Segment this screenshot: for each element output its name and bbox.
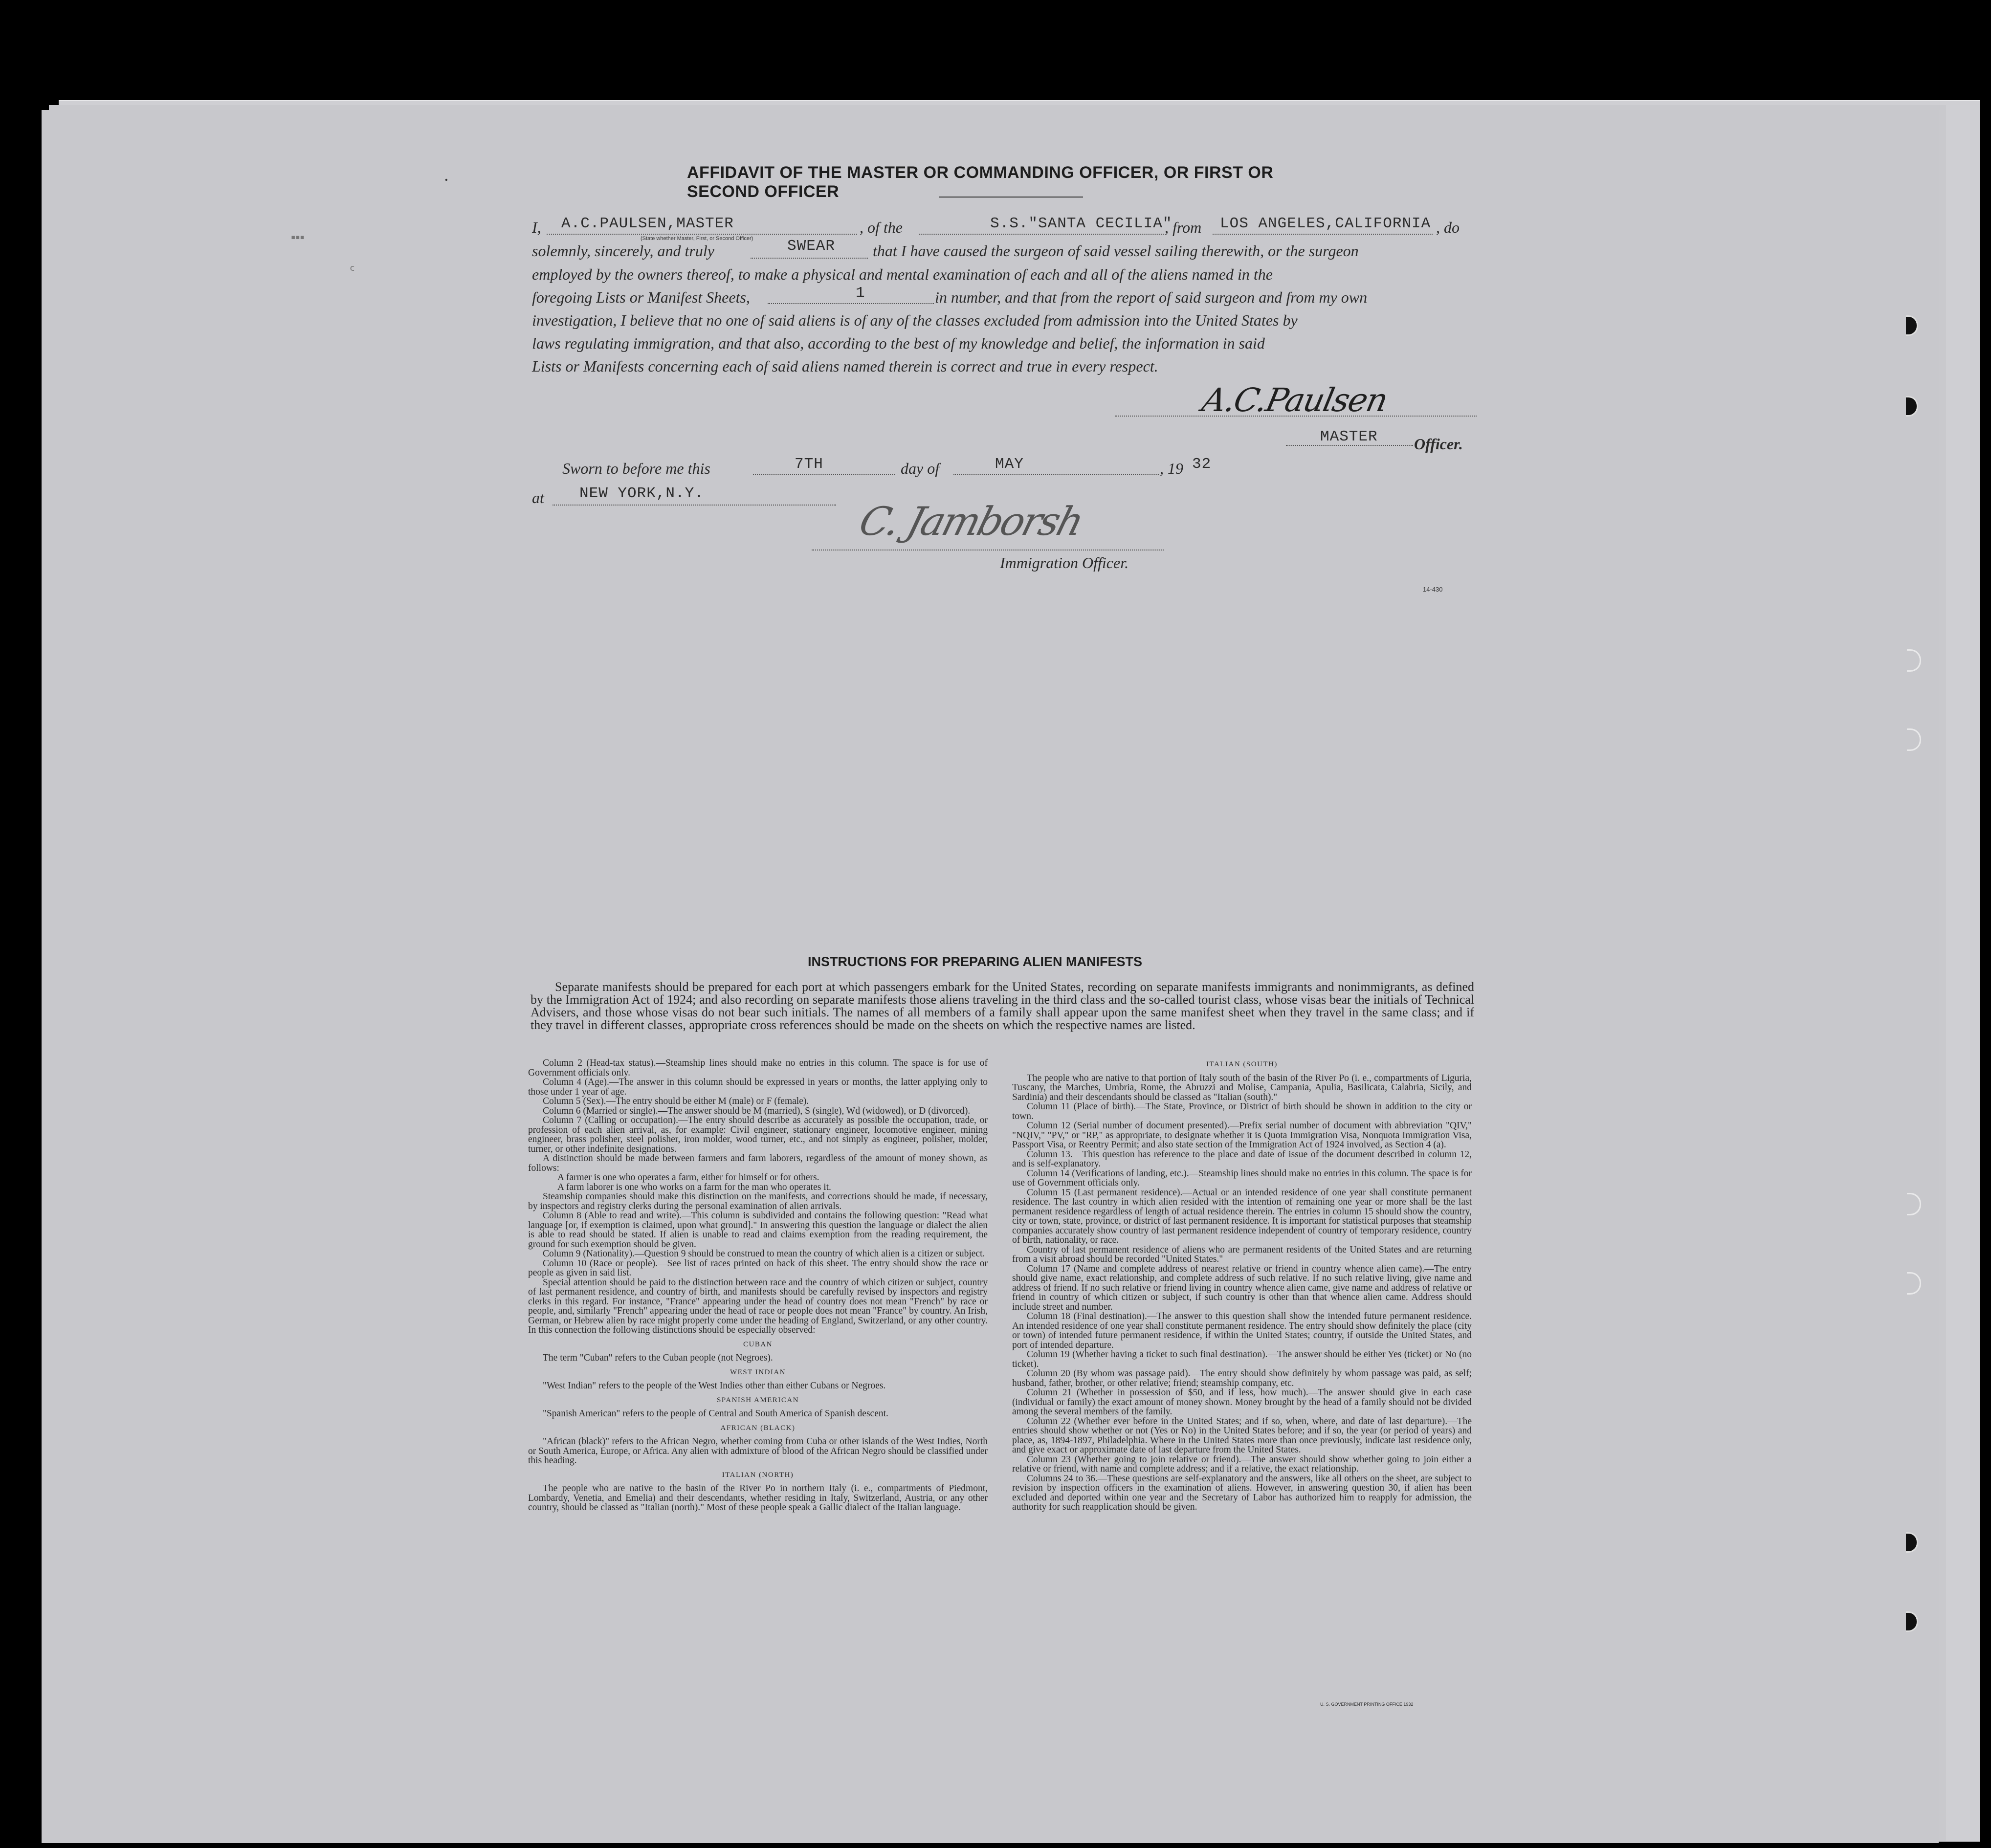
instructions-intro: Separate manifests should be prepared for each port at which passengers embark for the United States, recording on separate manifests immigrants and nonimmigrants, as defined by the Immigration Act of 1924; and also recording on separate manifests those aliens traveling in the third class and the so-called tourist class, whose visas bear the initials of Technical Advisers, and those whose visas do not bear such initials. The names of all members of a family shall appear upon the same manifest sheet when they travel in the same class; and if they travel in different classes, appropriate cross references should be made on the sheets on which the respective names are listed. [531,980,1474,1032]
vessel-underline [919,234,1164,235]
affidavit-line-7: Lists or Manifests concerning each of said aliens named therein is correct and true in every respect. [532,357,1158,375]
do-label: , do [1436,219,1460,236]
instruction-paragraph: The people who are native to that portion of Italy south of the basin of the River Po (i. e., compartments of Liguria, Tuscany, the Marches, Umbria, Rome, the Abruzzi and Molise, Campania, Apulia, Basilicata, Calabria, Sicily, and Sardinia) and their descendants should be classed as "Italian (south)." [1012,1073,1472,1102]
instruction-paragraph: Column 15 (Last permanent residence).—Actual or an intended residence of one year shall constitute permanent residence. The last country in which alien resided with the intention of remaining one year or more shall be the last permanent residence regardless of length of actual residence therein. The entries in column 15 should show the country, city or town, state, province, or district of last permanent residence. It is important for statistical purposes that steamship companies accurately show country of last permanent residence independent of country of temporary residence, country of birth, nationality, or race. [1012,1187,1472,1245]
instruction-paragraph: Column 23 (Whether going to join relative or friend).—The answer should show whether going to join either a relative or friend, with name and complete address; and if a relative, the exact relationship. [1012,1454,1472,1474]
affidavit-title: AFFIDAVIT OF THE MASTER OR COMMANDING OFFICER, OR FIRST OR SECOND OFFICER [687,163,1274,201]
title-rule [939,197,1083,198]
instruction-paragraph: Column 4 (Age).—The answer in this column should be expressed in years or months, the latter applying only to those under 1 year of age. [528,1077,988,1097]
vessel-name: S.S."SANTA CECILIA" [990,215,1172,232]
officer-label: Officer. [1414,435,1463,453]
instruction-paragraph: Column 13.—This question has reference to the place and date of issue of the document described in column 12, and is self-explanatory. [1012,1149,1472,1169]
master-name: A.C.PAULSEN,MASTER [561,215,734,232]
instruction-paragraph: Columns 24 to 36.—These questions are self-explanatory and the answers, like all others on the sheet, are subject to revision by inspection officers in the examination of aliens. However, in answering question 30, if alien has been excluded and deported within one year and the Secretary of Labor has authorized him to reapply for admission, the authority for such reapplication should be given. [1012,1473,1472,1512]
place-underline [553,505,836,506]
instruction-paragraph: "West Indian" refers to the people of the West Indies other than either Cubans or Negroes. [543,1381,886,1391]
section-heading-italian-south: ITALIAN (SOUTH) [1206,1060,1278,1068]
port-underline [1213,234,1433,235]
instruction-paragraph: Steamship companies should make this distinction on the manifests, and corrections should be made, if necessary, by inspectors and registry clerks during the personal examination of alien arrivals. [528,1191,988,1211]
instruction-paragraph: The term "Cuban" refers to the Cuban people (not Negroes). [543,1353,773,1363]
day-underline [753,474,895,475]
instruction-paragraph: A farmer is one who operates a farm, either for himself or for others. [557,1172,819,1183]
departure-port: LOS ANGELES,CALIFORNIA [1220,215,1431,232]
instruction-paragraph: "African (black)" refers to the African Negro, whether coming from Cuba or other islands of the West Indies, North or South America, Europe, or Africa. Any alien with admixture of blood of the African Negro should be classified under this heading. [528,1436,988,1466]
printing-office-note: U. S. GOVERNMENT PRINTING OFFICE 1932 [1320,1702,1414,1707]
officer-underline [1286,445,1413,446]
day-value: 7TH [795,456,823,473]
instruction-paragraph: "Spanish American" refers to the people of Central and South America of Spanish descent. [543,1408,888,1419]
instruction-paragraph: Column 14 (Verifications of landing, etc.).—Steamship lines should make no entries in this column. The space is for use of Government officials only. [1012,1168,1472,1188]
instruction-paragraph: Column 22 (Whether ever before in the United States; and if so, when, where, and date of last departure).—The entries should show whether or not (Yes or No) in the United States before; and if so, the year (or period of years) and place, as, 1894-1897, Philadelphia. Where in the United States more than once previously, indicate last residence only, and give exact or approximate date of last departure from the United States. [1012,1416,1472,1455]
signature-line [1115,416,1477,417]
affidavit-line-1: I, [532,219,541,236]
instruction-paragraph: Column 7 (Calling or occupation).—The entry should describe as accurately as possible the occupation, trade, or profession of each alien arrival, as, for example: Civil engineer, stationary engineer, locomotive engineer, mining engineer, brass polisher, steel polisher, iron molder, wood turner, etc., and not simply as engineer, polisher, molder, turner, or other indefinite designations. [528,1115,988,1154]
instruction-paragraph: Column 20 (By whom was passage paid).—The entry should show definitely by whom passage was paid, as self; husband, father, brother, or other relative; friend; steamship company, etc. [1012,1368,1472,1388]
instruction-paragraph: Column 19 (Whether having a ticket to such final destination).—The answer should be either Yes (ticket) or No (no ticket). [1012,1349,1472,1369]
from-label: , from [1165,219,1202,236]
sworn-label: Sworn to before me this [562,460,710,477]
section-heading-west-indian: WEST INDIAN [730,1368,786,1376]
year-value: 32 [1192,456,1212,473]
instruction-paragraph: Column 21 (Whether in possession of $50, and if less, how much).—The answer should give in each case (individual or family) the exact amount of money shown. Money brought by the head of a family should not be divided among the several members of the family. [1012,1387,1472,1417]
instruction-paragraph: Column 10 (Race or people).—See list of races printed on back of this sheet. The entry should show the race or people as given in said list. [528,1258,988,1278]
instruction-paragraph: Column 11 (Place of birth).—The State, Province, or District of birth should be shown in addition to the city or town. [1012,1101,1472,1122]
instruction-paragraph: Column 17 (Name and complete address of nearest relative or friend in country whence alien came).—The entry should give name, exact relationship, and complete address of such relative. If no such relative living, give name and address of friend. If no such relative or friend living in country whence alien came, give name and address of relative or friend in country of which citizen or subject, if such country is other than that whence alien came. Address should include street and number. [1012,1263,1472,1312]
of-the-label: , of the [860,219,903,236]
instructions-title: INSTRUCTIONS FOR PREPARING ALIEN MANIFESTS [808,954,1143,969]
immigration-officer-label: Immigration Officer. [1000,554,1129,572]
master-signature: A.C.Paulsen [1198,381,1391,419]
officer-title: MASTER [1320,428,1378,445]
at-label: at [532,489,544,506]
affidavit-line-5: investigation, I believe that no one of said aliens is of any of the classes excluded from admission into the United States by [532,311,1298,329]
instruction-paragraph: Column 12 (Serial number of document presented).—Prefix serial number of document with abbreviation "QIV," "NQIV," "PV," or "RP," as appropriate, to designate whether it is Quota Immigration Visa, Nonquota Immigration Visa, Passport Visa, or Reentry Permit; and also state section of the Immigration Act of 1924 involved, as Section 4 (a). [1012,1121,1472,1150]
instructions-right-column [1012,1060,1472,1512]
stray-dot: • [445,176,448,184]
instruction-paragraph: Column 18 (Final destination).—The answer to this question shall show the intended future permanent residence. An intended residence of one year shall constitute permanent residence. The entry should show definitely the place (city or town) of intended future permanent residence, if within the United States; country, if outside the United States, and port of intended departure. [1012,1311,1472,1350]
instruction-paragraph: Column 5 (Sex).—The entry should be either M (male) or F (female). [543,1096,809,1106]
solemnly-label: solemnly, sincerely, and truly [532,242,714,260]
instruction-paragraph: Column 6 (Married or single).—The answer should be M (married), S (single), Wd (widowed), or D (divorced). [543,1105,971,1116]
state-note: (State whether Master, First, or Second Officer) [641,236,753,242]
instruction-paragraph: Column 8 (Able to read and write).—This column is subdivided and contains the following question: "Read what language [or, if exemption is claimed, upon what ground]." In answering this question the language or dialect the alien is able to read should be stated. If alien is unable to read and claims exemption from the reading requirement, the ground for such exemption should be given. [528,1210,988,1250]
month-value: MAY [995,456,1024,473]
stray-mark: ᑦ [350,264,355,278]
instructions-left-column [528,1058,988,1513]
stray-mark: ▪▪▪ [291,230,305,244]
place-value: NEW YORK,N.Y. [579,485,704,502]
oath-value: SWEAR [787,238,836,255]
instruction-paragraph: A distinction should be made between farmers and farm laborers, regardless of the amount of money shown, as follows: [528,1153,988,1173]
year-prefix: , 19 [1160,460,1183,477]
affidavit-line-6: laws regulating immigration, and that also, according to the best of my knowledge and belief, the information in said [532,334,1265,352]
instruction-paragraph: The people who are native to the basin of the River Po in northern Italy (i. e., compartments of Piedmont, Lombardy, Venetia, and Emelia) and their descendants, whether residing in Italy, Switzerland, Austria, or any other country, should be classed as "Italian (north)." Most of these people speak a Gallic dialect of the Italian language. [528,1483,988,1513]
instruction-paragraph: Country of last permanent residence of aliens who are permanent residents of the United States and are returning from a visit abroad should be recorded "United States." [1012,1244,1472,1264]
affidavit-line-2: that I have caused the surgeon of said vessel sailing therewith, or the surgeon [873,242,1359,260]
section-heading-spanish-american: SPANISH AMERICAN [716,1396,799,1404]
affidavit-line-4a: foregoing Lists or Manifest Sheets, [532,288,750,306]
immigration-officer-signature: C. Jamborsh [854,499,1087,544]
sheets-underline [768,303,934,304]
day-of-label: day of [901,460,940,477]
month-underline [953,474,1159,475]
sheets-count: 1 [856,285,865,302]
form-number: 14-430 [1423,586,1443,593]
instruction-paragraph: A farm laborer is one who works on a farm for the man who operates it. [557,1182,831,1192]
oath-underline [751,258,868,259]
instruction-paragraph: Column 9 (Nationality).—Question 9 should be construed to mean the country of which alien is a citizen or subject. [543,1249,985,1259]
section-heading-italian-north: ITALIAN (NORTH) [722,1471,794,1479]
section-heading-cuban: CUBAN [743,1340,773,1348]
instruction-paragraph: Column 2 (Head-tax status).—Steamship lines should make no entries in this column. The space is for use of Government officials only. [528,1058,988,1078]
name-underline [547,234,857,235]
affidavit-line-3: employed by the owners thereof, to make a physical and mental examination of each and all of the aliens named in the [532,265,1273,283]
section-heading-african: AFRICAN (BLACK) [720,1424,796,1432]
instruction-paragraph: Special attention should be paid to the distinction between race and the country of which citizen or subject, country of last permanent residence, and country of birth, and manifests should be carefully revised by inspectors and registry clerks in this regard. For instance, "France" appearing under the head of country does not mean "French" by race or people, and, similarly "French" appearing under the head of race or people does not mean "France" by country. An Irish, German, or Hebrew alien by race might properly come under the heading of England, Switzerland, or any other country. In this connection the following distinctions should be especially observed: [528,1277,988,1335]
affidavit-line-4b: in number, and that from the report of said surgeon and from my own [935,288,1368,306]
